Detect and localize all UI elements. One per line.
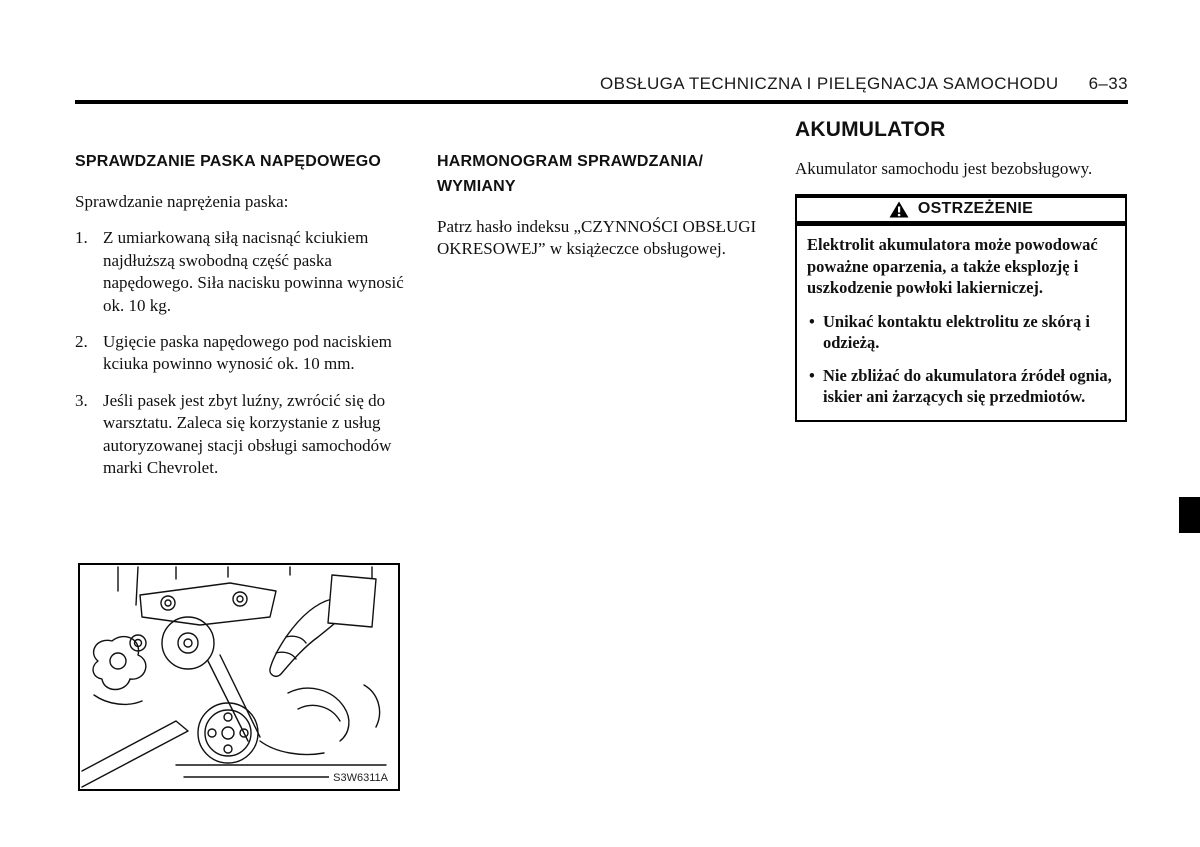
list-item-text: Ugięcie paska napędowego pod naciskiem kciuka powinno wynosić ok. 10 mm. xyxy=(103,331,392,374)
engine-belt-figure xyxy=(78,563,400,791)
warning-box xyxy=(795,194,1127,421)
column-battery xyxy=(795,118,1127,422)
heading-line-1: HARMONOGRAM SPRAWDZANIA/ xyxy=(437,153,704,170)
list-item-number: 1. xyxy=(75,228,88,248)
list-item xyxy=(75,331,407,376)
belt-check-intro: Sprawdzanie naprężenia paska: xyxy=(75,191,289,211)
warning-header xyxy=(797,198,1125,226)
list-item-text: Z umiarkowaną siłą nacisnąć kciukiem najdłuższą swobodną część paska napędowego. Siła nacisku powinna wynosić ok. 10 kg. xyxy=(103,228,404,315)
warning-title: OSTRZEŻENIE xyxy=(917,200,1034,218)
page-number: 6–33 xyxy=(1088,74,1128,93)
list-item xyxy=(75,227,407,317)
section-bleed-tab xyxy=(1179,497,1200,533)
warning-lead: Elektrolit akumulatora może powodować poważne oparzenia, a także eksplozję i uszkodzenie powłoki lakierniczej. xyxy=(807,235,1098,298)
running-header-title: OBSŁUGA TECHNICZNA I PIELĘGNACJA SAMOCHODU xyxy=(599,74,1059,93)
engine-illustration xyxy=(80,565,398,789)
list-item-text: Jeśli pasek jest zbyt luźny, zwrócić się do warsztatu. Zaleca się korzystanie z usług autoryzowanej stacji obsługi samochodów marki Chevrolet. xyxy=(103,390,392,478)
section-heading-battery: AKUMULATOR xyxy=(795,118,946,141)
warning-triangle-icon xyxy=(889,201,909,218)
column-belt-check xyxy=(75,150,407,494)
running-header xyxy=(75,74,1128,94)
warning-bullet: • Nie zbliżać do akumulatora źródeł ognia, iskier ani żarzących się przedmiotów. xyxy=(807,365,1115,408)
warning-bullet: • Unikać kontaktu elektrolitu ze skórą i odzieżą. xyxy=(807,311,1115,354)
section-heading-schedule xyxy=(437,150,767,200)
belt-check-steps xyxy=(75,227,407,479)
warning-body xyxy=(797,226,1125,419)
schedule-body: Patrz hasło indeksu „CZYNNOŚCI OBSŁUGI OKRESOWEJ” w książeczce obsługowej. xyxy=(437,216,757,259)
list-item xyxy=(75,390,407,480)
section-heading-belt-check: SPRAWDZANIE PASKA NAPĘDOWEGO xyxy=(75,153,382,170)
header-rule xyxy=(75,100,1128,104)
figure-code: S3W6311A xyxy=(329,772,388,784)
list-item-number: 3. xyxy=(75,390,88,410)
list-item-number: 2. xyxy=(75,331,88,351)
battery-intro: Akumulator samochodu jest bezobsługowy. xyxy=(795,159,1093,178)
warning-bullet-list xyxy=(807,311,1115,408)
heading-line-2: WYMIANY xyxy=(437,177,516,195)
column-schedule xyxy=(437,150,767,260)
